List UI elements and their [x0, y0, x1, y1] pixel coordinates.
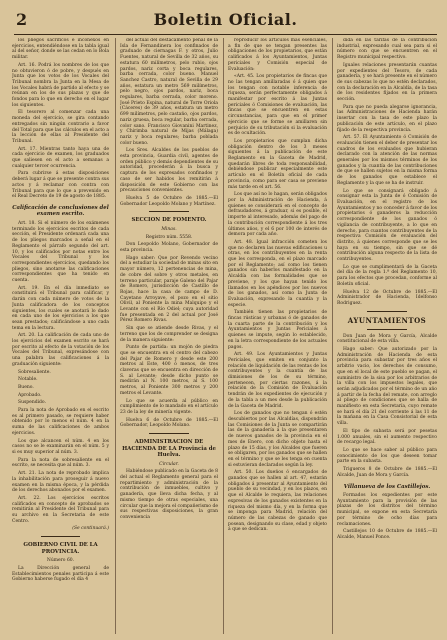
paragraph: Art. 19. En el día inmediato se constituirá el Tribunal para calificar, y darán con cada número de votos de la Junta calificadora de los conceptos siguientes, los cuales se anotará lo dado en cada uno de los ejercicios a los que sean prestados; calificándose a uno cada tema en la lectura. — [12, 285, 109, 331]
paragraph: Art. 48. Igual infracción cometen los que no declaren las nuevas edificaciones u otras, en los contribuyentes en la renta que les corresponda, en el plazo marcado por el Reglamento; así como los tienen ganados sin haberlos manifestado en la Alcaldía con las formalidades que se previene, y los que hayan tenido los llamados en los apéndices por los nuevos de los ganados, así como la Junta de Evaluación, expresando la cuantía y la especie. — [228, 239, 327, 308]
newspaper-title: Boletin Oficial. — [153, 10, 298, 29]
section-heading: Calificación de conclusiones del examen escrito. — [12, 204, 109, 218]
registry-number: Registro núm. 5558. — [145, 234, 193, 240]
list-item: Bueno. — [18, 384, 34, 390]
paragraph: Art. 16. Podrá los nombres de los que no obtuvieron ó de pobre, y después en Junta que los votos de los Vocales del Tribunal nombra la Junta en la Mesa de los Vocales habrá de partido al efecto y se reúnan en los de sus plazas y que de fondos para lo que en derecho en el lugar los siguientes. — [12, 62, 109, 108]
paragraph: También tienen las propietarios de fincas rústicas y urbanas ó de ganados de la cuarta parte de la contribución y los Ayuntamientos y Juntas Periciales á quienes se impute, según lo establecido, en la letra correspondiente de los actuales pagos. — [228, 310, 327, 350]
paragraph: Iguales relaciones presentarán cuantas por expedientes del Tesoro, de cada ganadería, y se hará presente en el número de sus cabezas lo que no estén declarados, con la declaración en la Alcaldía, de la tasa de los residentes fijados en la primera sección. — [337, 62, 437, 103]
paragraph: Punto de partida: un mojón de piedra que se encuentra en el centro del cabezo del Pajar de Romero y desde este 200 metros al Este, 400 ó menos, de tres claveras que se encuentra en dirección de S. al Levante; desde dicho punto se medirán al N. 100 metros, al S. 100 metros, al Poniente 300 metros y 200 metros el Levante. — [120, 345, 218, 396]
paragraph: La Dirección general de Establecimientos penales participa á este Gobierno haberse fugado el día 4 — [12, 565, 109, 583]
paragraph: El tipo de subasta será por pesetas 1.000 anuales, sin el aumento respectivo de recargo legal. — [337, 428, 437, 446]
paragraph: «Art. 45. Los propietarios de fincas que no las tengan amillaradas ó á quien que los tengan con notable inferencia de riqueza, serán perfectamente obligados á manifestar por escrito á las Juntas periciales ó Comisiones de evaluación, las fincas que se encuentren en estas circunstancias, para que en el primer ejercicio que se forme se amillaren sin perjuicio de su tributación si la evaluación es de ocultación. — [228, 74, 327, 137]
column-4 — [337, 38, 437, 634]
section-heading: ADMINISTRACION DE HACIENDA DE LA Provincia de Huelva. — [122, 439, 216, 459]
paragraph: Para que no pueda alegarse ignorancia, las Administraciones de Hacienda harán insertar con la tasa de este plazo la publicación de este artículo, en el plazo fijado de la respectiva provincia. — [337, 104, 437, 133]
column-2 — [120, 38, 218, 634]
section-heading: GOBIERNO CIVIL DE LA PROVINCIA. — [23, 542, 98, 555]
paragraph: Los de ganados que no tengan ó estén descubiertos por las Alcaldías, dispondrán las Comisiones de la Junta se compartirán las de la ganadería á la que presentaren de nuevos ganados de la provincia en el mes de Enero, con dicho objeto hasta el plazo de 15 días, y los Alcaldes que fueren se obligaren, por los ganados que se hallen en el término y que se les tenga en cuenta si estuvieran declarados según la ley. — [228, 411, 327, 468]
column-rule — [332, 38, 333, 634]
section-subheading: Minas. — [161, 226, 177, 232]
paragraph: Los Sres. Alcaldes de los pueblos de esta provincia, Guardia civil, agentes de orden público y demás dependientes de su autoridad, procederán á la busca y captura de los expresados confinados y caso de ser habidos los remitirán á disposición de este Gobierno con las precauciones convenientes. — [120, 148, 218, 194]
paragraph: Los propietarios que cumplan dicha obligación dentro de los 3 meses siguientes á la publicación de este Reglamento en la Gaceta de Madrid, quedarán libres de toda responsabilidad, debiéndose publicar especialmente este artículo en el Boletín oficial de cada provincia, como para ser casa se previene más tarde en el art. 56. — [228, 138, 327, 190]
paragraph: Art. 50. Los dueños ó encargados de ganados que se hallen al art. 47, estarán obligados á presentar al Ayuntamiento del pueblo de su vecindad, y en los plazos, en que el Alcalde le requiera, las relaciones expresivas de los ganados existentes en la riqueza del mismo día, y en la forma que se imponga para Madrid, relación del número de las cabezas de ganado que posean, designando su clase, edad y objeto á que se dedican. — [228, 470, 327, 533]
paragraph: Art. 21. La nota de reprobado implica la inhabilitación para proseguir á nuevo examen en la misma época, y la pérdida de los derechos abonados por el examen. — [12, 471, 109, 494]
paragraph: Art. 18. Si el número de los exámenes terminado los ejercicios escritos de cada sección, el Presidente ordenará cada una de los pliegos marcados a señal en el Reglamento el párrafo segundo del art. 10, y los calificados por notas entre los Vocales del Tribunal y los correspondientes ejercicios, quedando los pliegos, sino anotarse las calificaciones correspondientes que ha tenido en cuenta. — [12, 220, 109, 284]
section-heading: Villanueva de los Castillejos. — [343, 483, 431, 490]
paragraph: Habiéndose publicado en la Gaceta de 8 del actual el Reglamento general para el repartimiento y administración de la contribución de inmuebles, cultivo y ganadería, que lleva dicha fecha, y al mismo tiempo de otras especiales, una circular que la mejora el compañerismo de sus respectivas disposiciones, la gran conveniencia — [120, 469, 218, 520]
paragraph: del actual del destacamento penal de la Isla de Fernandinera los confinados de graduado de ciernagas F. y otros, Julio Fuentes, natural de Sevilla de 32 años, su estatura 60 milímetros, pelo rubio, ojos pardos, nariz corta y boca regulares, barba cerrada, color bueno. Manuel Sanchez Castro, natural de Sevilla de 29 años, estatura un metro 569 milímetros, pelo negro, ojos pardos, nariz, boca regulares, barba cerrada, color moreno. José Prieto Espina, natural de Torre Oriola (Cáceres) de 39 años, estatura un metro 699 milímetros, pelo castaño, ojos pardos, nariz gruesa, boca regular, barba cerrada, color sano. Francisco Giovanini Martinez, y Chirimba natural de Mijas (Málaga) nariz y boca regulares; barba poblada color bueno. — [120, 38, 218, 146]
page-header — [14, 10, 437, 35]
paragraph: reproducir los artículos más esenciales, a fin de que se tengan presentes las obligaciones de los propietarios, que están calificados á los Ayuntamientos, Juntas periciales y Comisión especial de Evaluación: — [228, 38, 327, 72]
paragraph: Lo que se acuerda al público en cumplimiento de lo mandado en el artículo 23 de la ley de minería vigente. — [120, 398, 218, 415]
paragraph: Sin que se atiende desde Rivas, y el terreno que los de comprender se designa de la manera siguiente: — [120, 326, 218, 343]
paragraph: Don Juan de Mora y García, Alcalde constitucional de esta villa. — [337, 333, 437, 345]
list-item: Notable. — [18, 377, 38, 383]
paragraph: Huelva 5 de Octubre de 1885.—El Gobernador Leopoldo Molano y Martínez. — [120, 195, 218, 207]
separator — [367, 329, 407, 330]
paragraph: Lo que se consignará obligado á consignar esta la Junta de ó Comisión de Evaluación, en el registro de los Ayuntamientos y no conceder á favor de los propietarios ó ganaderos la reducción correspondiente de los ganados ó vigilancia de contribuyente, a lo que en derecho, para cuantos contribuyentes de la respectiva Comisión de evaluación del distrito, á quienes corresponde que se les haya en su tiempo, sin que se dé contribución alguna respecto de la lista de contribuyentes. — [337, 188, 437, 263]
paragraph: Don Leopoldo Molano, Gobernador de esta provincia. — [120, 242, 218, 253]
section-subheading: Número 60. — [46, 558, 75, 564]
separator — [41, 536, 80, 537]
paragraph: Los que alcancen el núm. 4 en los casos no se le examinarán en el núm. 5 y si es muy superior al núm. 3. — [12, 438, 109, 455]
continuation-note: (Se continuará.) — [72, 526, 109, 532]
page-number: 2 — [16, 10, 28, 29]
paragraph: Trigueros 8 de Octubre de 1885.—El Alcalde, Juan de Mora y García. — [337, 467, 437, 478]
list-item: Sobresaliente. — [18, 369, 51, 375]
paragraph: Castillejos 10 de Octubre de 1885.—El Alcalde, Manuel Ponce. — [337, 529, 437, 540]
paragraph: Hago saber: Que por Revendo vecino del a estudiar la sociedad de minas sito en mayor número, 12 pertenencias de mina, de cobre del sobre y otros metales, en terreno particular, paraje Galeno del Pajar de Romero, jurisdicción de Castillo de Rojas, hace la casa de campo de D. Cayetano Arroyave, el pozo en el sitio Olivil, al Poniente la mina Malquipo y el Levante con el Río Odiel; cuya autoridad fue presentada en 2 del actual por José Pérez Romero Rivas. — [120, 255, 218, 324]
paragraph: Formados los expedientes por este Ayuntamiento para la provisión de las plazas de los distritos del término municipal, se expone en esta Secretaría por término de ocho días para reclamaciones. — [337, 493, 437, 527]
separator — [149, 433, 188, 434]
section-heading: SECCION DE FOMENTO. — [131, 217, 207, 224]
column-rule — [115, 38, 116, 634]
paragraph: Lo que se cumplimentará de la Gaceta del día de la regla 1.ª del Reglamento 10, para los efectos que procedan, conforme al Boletín oficial. — [337, 264, 437, 287]
paragraph: Para la nota de Aprobado en el escrito es al primero pasado, se requiere haber obtenido por lo menos el núm. 4 en la suma de las calificaciones de ambos ejercicios. — [12, 408, 109, 436]
paragraph: Para cubrirse á estas disposiciones deberá lugar á que se presente contra sus actos y á reclamar con contra con Tribunal para que lo que a prevenido en el Real Decreto de 19 de agosto de 1885. — [12, 171, 109, 200]
paragraph: dida en las tarifas de la contribución industrial, expresando cual sea para si el número con que se encuentren en el Registro municipal respectivo. — [337, 38, 437, 61]
paragraph: El tesorero al comenzar cada una moneda del ejercicio, se gira contando entregados sin ningún contrario a favor del Total para que las cálculos en el acto a la lección de ellas al Presidente del Tribunal. — [12, 110, 109, 144]
paragraph: Art. 17. Mientras tanto haya una de cada ejercicio de examen, los graduados que saliesen en el acto a semanas a cualquier tercer ocurrencia. — [12, 146, 109, 169]
separator — [149, 211, 188, 212]
paragraph: los pliegos sacrificos é inconexos en ejercicios, entendiéndose en la tabla igual al del señor, donde se las cedan en lo Bola militar. — [12, 38, 109, 61]
paragraph: Huelva 6 de Octubre de 1885.—El Gobernador, Leopoldo Molano. — [120, 417, 218, 429]
section-heading: AYUNTAMIENTOS — [347, 315, 427, 325]
list-item: Suspendido. — [18, 400, 46, 406]
column-rule — [223, 38, 224, 634]
paragraph: Art. 20. La calificación de cada uno de los ejercicios del examen escrito se hará por escrito al efecto de la votación de los Vocales del Tribunal, expresándose con una palabra las calificaciones á la graduación siguiente: — [12, 333, 109, 367]
column-1 — [12, 38, 109, 634]
columns — [12, 38, 437, 634]
paragraph: Art. 49. Los Ayuntamientos y Juntas Periciales, que emiten en conjunto la relación de liquidación de las rentas de los contribuyentes y la cuantía de las dimisiones de los de su término, pertenecen, por ciertas razones, á la relación de la Comisión de Evaluación tendrán de los expedientes de ejecución y de la tabla a un mes desde la publicación de la Gaceta de Madrid. — [228, 352, 327, 409]
section-subheading: Circular. — [159, 461, 179, 467]
paragraph: Art. 57. El Ayuntamiento ó Comisión de evaluación tienen el deber de presentar los cuadros de los evaluados que hubieran declarado con la atención de las normas generales por los mismos términos de los ganados y la cuantía de las contribuciones de que se hallen sujetos en la misma forma de los ganados que establece el Reglamento y la que se ha de instruir. — [337, 135, 437, 186]
paragraph: Art. 22. Los ejercicios escritos calificados en concepto de aprobados se remitirán al Presidente del Tribunal para su archivo en la Secretaria de este Centro. — [12, 495, 109, 524]
paragraph: Hago saber: Que autorizado por la Administración de Hacienda de esta provincia para subastar por tres años el arbitrio vacio, los derechos de consumo, que en el local de este pueblo se pagan, el suministro de la sisa por los arbitrarios de la villa con los impuestos legales, que serán adjudicados por el término de un año á partir de la fecha del remate, con arreglo al pliego de condiciones que se halla de manifiesto en esta Secretaría, cuyo remate se hará el día 21 del corriente á las 11 de la mañana en la Casa Consistorial de esta villa. — [337, 347, 437, 427]
column-3 — [228, 38, 327, 634]
paragraph: Lo que se hace saber al público para conocimiento de los que deseen tomar parte en la subasta. — [337, 448, 437, 465]
paragraph: Para la nota de sobresaliente en el escrito, se necesita que al núm. 3. — [12, 457, 109, 469]
paragraph: Huelva 12 de Octubre de 1885.—El Administrador de Hacienda, Idelfonso Rodriguez. — [337, 289, 437, 306]
separator — [367, 311, 407, 312]
list-item: Aprobado. — [18, 392, 42, 398]
paragraph: Los que así no lo hagan, serán obligados por la Administración de Hacienda, á quienes se considerará en el concepto de defraudadores, á graduar, si es posible, el importe al interesado, además del pago de la contribución correspondiente á los tres últimos años, y el 6 por 100 de interés de demora por cada año. — [228, 192, 327, 238]
